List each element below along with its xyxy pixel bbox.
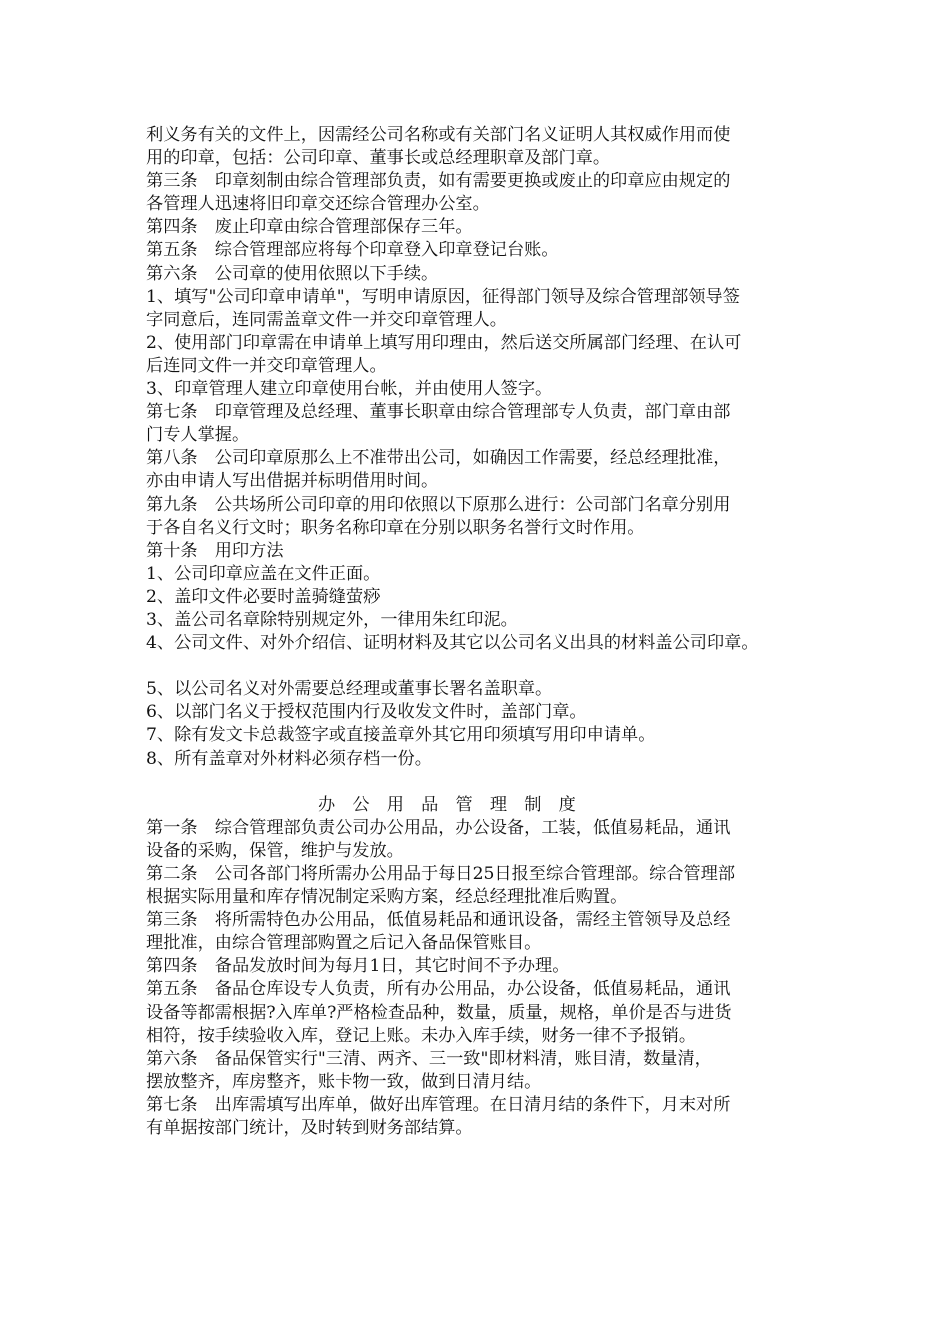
paragraph-line: 摆放整齐，库房整齐，账卡物一致，做到日清月结。 — [146, 1071, 542, 1092]
paragraph-line: 7、除有发文卡总裁签字或直接盖章外其它用印须填写用印申请单。 — [146, 725, 656, 746]
paragraph-line: 4、公司文件、对外介绍信、证明材料及其它以公司名义出具的材料盖公司印章。 — [146, 633, 759, 654]
paragraph-line: 亦由申请人写出借据并标明借用时间。 — [146, 471, 439, 492]
paragraph-line: 第二条 公司各部门将所需办公用品于每日25日报至综合管理部。综合管理部 — [146, 864, 736, 884]
paragraph-line: 于各自名义行文时；职务名称印章在分别以职务名誉行文时作用。 — [146, 517, 645, 538]
paragraph-line: 3、盖公司名章除特别规定外，一律用朱红印泥。 — [146, 609, 518, 630]
paragraph-line: 6、以部门名义于授权范围内行及收发文件时，盖部门章。 — [146, 702, 587, 723]
paragraph-line: 第一条 综合管理部负责公司办公用品，办公设备，工装，低值易耗品，通讯 — [146, 817, 731, 838]
paragraph-line: 1、公司印章应盖在文件正面。 — [146, 563, 381, 584]
section-office-supplies-rules — [146, 817, 826, 1140]
blank-line — [146, 771, 826, 794]
paragraph-line: 设备的采购，保管，维护与发放。 — [146, 840, 404, 861]
paragraph-line: 第七条 出库需填写出库单，做好出库管理。在日清月结的条件下，月末对所 — [146, 1094, 731, 1115]
paragraph-line: 3、印章管理人建立印章使用台帐，并由使用人签字。 — [146, 379, 553, 400]
paragraph-line: 相符，按手续验收入库，登记上账。未办入库手续，财务一律不予报销。 — [146, 1025, 697, 1046]
paragraph-line: 用的印章，包括：公司印章、董事长或总经理职章及部门章。 — [146, 148, 611, 169]
section-seal-rules-continued — [146, 678, 826, 770]
paragraph-line: 后连同文件一并交印章管理人。 — [146, 355, 387, 376]
paragraph-line: 2、盖印文件必要时盖骑缝萤痧 — [146, 586, 381, 607]
paragraph-line: 字同意后，连同需盖章文件一并交印章管理人。 — [146, 309, 507, 330]
paragraph-line: 第八条 公司印章原那么上不准带出公司，如确因工作需要，经总经理批准， — [146, 448, 731, 469]
paragraph-line: 1、填写"公司印章申请单"，写明申请原因，征得部门领导及综合管理部领导签 — [146, 286, 740, 307]
paragraph-line: 第五条 备品仓库设专人负责，所有办公用品，办公设备，低值易耗品，通讯 — [146, 979, 731, 1000]
paragraph-line: 第四条 废止印章由综合管理部保存三年。 — [146, 217, 473, 238]
paragraph-line: 利义务有关的文件上，因需经公司名称或有关部门名义证明人其权威作用而使 — [146, 125, 731, 145]
paragraph-line: 第三条 将所需特色办公用品，低值易耗品和通讯设备，需经主管领导及总经 — [146, 910, 731, 931]
blank-line — [146, 655, 826, 678]
paragraph-line: 有单据按部门统计，及时转到财务部结算。 — [146, 1118, 473, 1139]
paragraph-line: 8、所有盖章对外材料必须存档一份。 — [146, 748, 432, 769]
paragraph-line: 第六条 公司章的使用依照以下手续。 — [146, 263, 439, 284]
paragraph-line: 第六条 备品保管实行"三清、两齐、三一致"即材料清，账目清，数量清， — [146, 1048, 712, 1069]
paragraph-line: 第三条 印章刻制由综合管理部负责，如有需要更换或废止的印章应由规定的 — [146, 171, 731, 192]
paragraph-line: 第七条 印章管理及总经理、董事长职章由综合管理部专人负责，部门章由部 — [146, 402, 731, 423]
paragraph-line: 第四条 备品发放时间为每月1日，其它时间不予办理。 — [146, 956, 570, 977]
paragraph-line: 第十条 用印方法 — [146, 540, 284, 561]
section-seal-rules — [146, 124, 826, 655]
paragraph-line: 门专人掌握。 — [146, 425, 250, 446]
paragraph-line: 各管理人迅速将旧印章交还综合管理办公室。 — [146, 194, 490, 215]
document-page — [146, 124, 826, 1140]
section-title: 办 公 用 品 管 理 制 度 — [318, 794, 576, 815]
paragraph-line: 第九条 公共场所公司印章的用印依照以下原那么进行：公司部门名章分别用 — [146, 494, 731, 515]
paragraph-line: 理批准，由综合管理部购置之后记入备品保管账目。 — [146, 933, 542, 954]
paragraph-line: 第五条 综合管理部应将每个印章登入印章登记台账。 — [146, 240, 559, 261]
paragraph-line: 根据实际用量和库存情况制定采购方案，经总经理批准后购置。 — [146, 887, 628, 908]
paragraph-line: 2、使用部门印章需在申请单上填写用印理由，然后送交所属部门经理、在认可 — [146, 332, 742, 353]
paragraph-line: 5、以公司名义对外需要总经理或董事长署名盖职章。 — [146, 679, 553, 700]
paragraph-line: 设备等都需根据?入库单?严格检查品种，数量，质量，规格，单价是否与进货 — [146, 1002, 732, 1023]
